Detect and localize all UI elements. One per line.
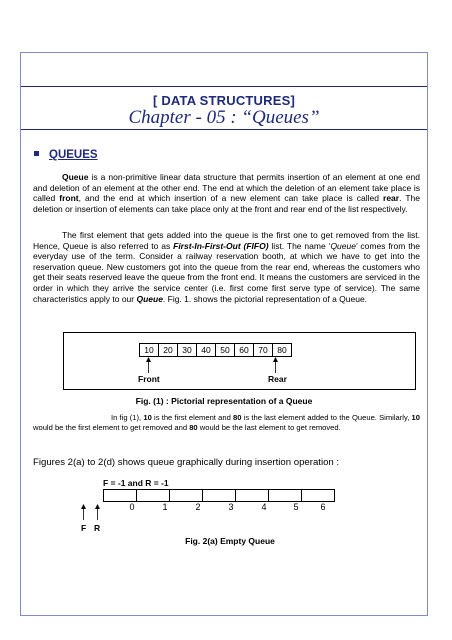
empty-queue-cells (103, 489, 335, 502)
f-label: F (81, 523, 87, 533)
term-front: front (59, 193, 79, 204)
value-80: 80 (233, 413, 242, 422)
queue-slot (301, 490, 334, 501)
queue-cell: 20 (158, 344, 177, 356)
text-run: is a non-primitive linear data structure that permits insertion of an element at one end and deletion of an element at the other end. The end at which the deletion of an element take place is called (33, 172, 420, 204)
paragraph-fifo (33, 230, 420, 304)
queue-cell: 60 (234, 344, 253, 356)
slot-index: 5 (293, 502, 299, 512)
queue-slot (136, 490, 169, 501)
queue-slot (202, 490, 235, 501)
value-80: 80 (189, 422, 198, 432)
value-10: 10 (143, 413, 152, 422)
text-run: list. The name ‘ (268, 240, 331, 251)
slot-index: 0 (129, 502, 135, 512)
rear-label: Rear (268, 374, 287, 384)
rear-arrow-icon (272, 357, 279, 373)
r-pointer-arrow-icon (94, 504, 101, 520)
text-run: would be the first element to get removed and (33, 422, 190, 432)
text-run: is the last element added to the Queue. Similarly, (241, 413, 412, 422)
term-queue: Queue (62, 172, 89, 182)
text-run: is the first element and (151, 413, 234, 422)
queue-slot (268, 490, 301, 501)
header-rule-top (21, 86, 427, 87)
square-bullet-icon (34, 151, 39, 156)
queue-slot (104, 490, 136, 501)
section-title: QUEUES (49, 149, 98, 161)
queue-cell: 50 (215, 344, 234, 356)
queue-cells (139, 343, 292, 357)
text-run: . Fig. 1. shows the pictorial representation of a Queue. (162, 293, 368, 304)
term-queue-bold: Queue (136, 293, 163, 304)
queue-slot (169, 490, 202, 501)
f-pointer-arrow-icon (80, 504, 87, 520)
r-label: R (94, 523, 101, 533)
paragraph-figure-explanation (33, 413, 420, 433)
section-heading (34, 149, 98, 161)
term-queue-italic: Queue (330, 240, 356, 251)
queue-cell: 10 (144, 345, 154, 355)
slot-index: 2 (195, 502, 201, 512)
text-run: , and the end at which insertion of a new element can take place is called (78, 193, 384, 204)
queue-cell: 30 (177, 344, 196, 356)
queue-cell: 40 (196, 344, 215, 356)
slot-index: 3 (228, 502, 234, 512)
queue-slot (235, 490, 268, 501)
chapter-title: Chapter - 05 : “Queues” (128, 107, 320, 128)
slot-index: 6 (320, 502, 326, 512)
text-run: In fig (1), (111, 413, 144, 422)
header-subject: [ DATA STRUCTURES] (152, 93, 295, 108)
queue-cell: 70 (253, 344, 272, 356)
figure-2a-caption: Fig. 2(a) Empty Queue (185, 536, 275, 546)
slot-index: 4 (261, 502, 267, 512)
paragraph-queue-definition (33, 172, 420, 214)
text-run: . The deletion or insertion of elements can take place only at the front and rear end of the list respectively. (33, 193, 420, 214)
figure-1-caption: Fig. (1) : Pictorial representation of a Queue (135, 396, 313, 406)
front-label: Front (138, 374, 160, 384)
text-run: ’ comes from the everyday use of the term. Consider a railway reservation booth, at which we have to get into the reservation queue. New customers got into the queue from the rear end, whereas the customers who get their seats reserved leave the queue from the front end. It means the customers are serviced in the order in which they arrive the service center (i.e. first come first serve type of service). The same characteristics apply to our (33, 240, 421, 304)
pointer-state: F = -1 and R = -1 (103, 478, 169, 488)
header-rule-bottom (21, 129, 427, 130)
text-run: The first element that gets added into the queue is the first one to get removed from the list. Hence, Queue is also referred to as (33, 230, 420, 251)
queue-cell: 80 (272, 344, 291, 356)
value-10: 10 (411, 413, 420, 422)
term-fifo: First-In-First-Out (FIFO) (173, 240, 269, 251)
figure-1-frame (63, 332, 416, 390)
paragraph-figures-intro: Figures 2(a) to 2(d) shows queue graphically during insertion operation : (33, 457, 340, 468)
front-arrow-icon (145, 357, 152, 373)
slot-index: 1 (162, 502, 168, 512)
text-run: would be the last element to get removed. (197, 422, 341, 432)
term-rear: rear (383, 193, 400, 204)
